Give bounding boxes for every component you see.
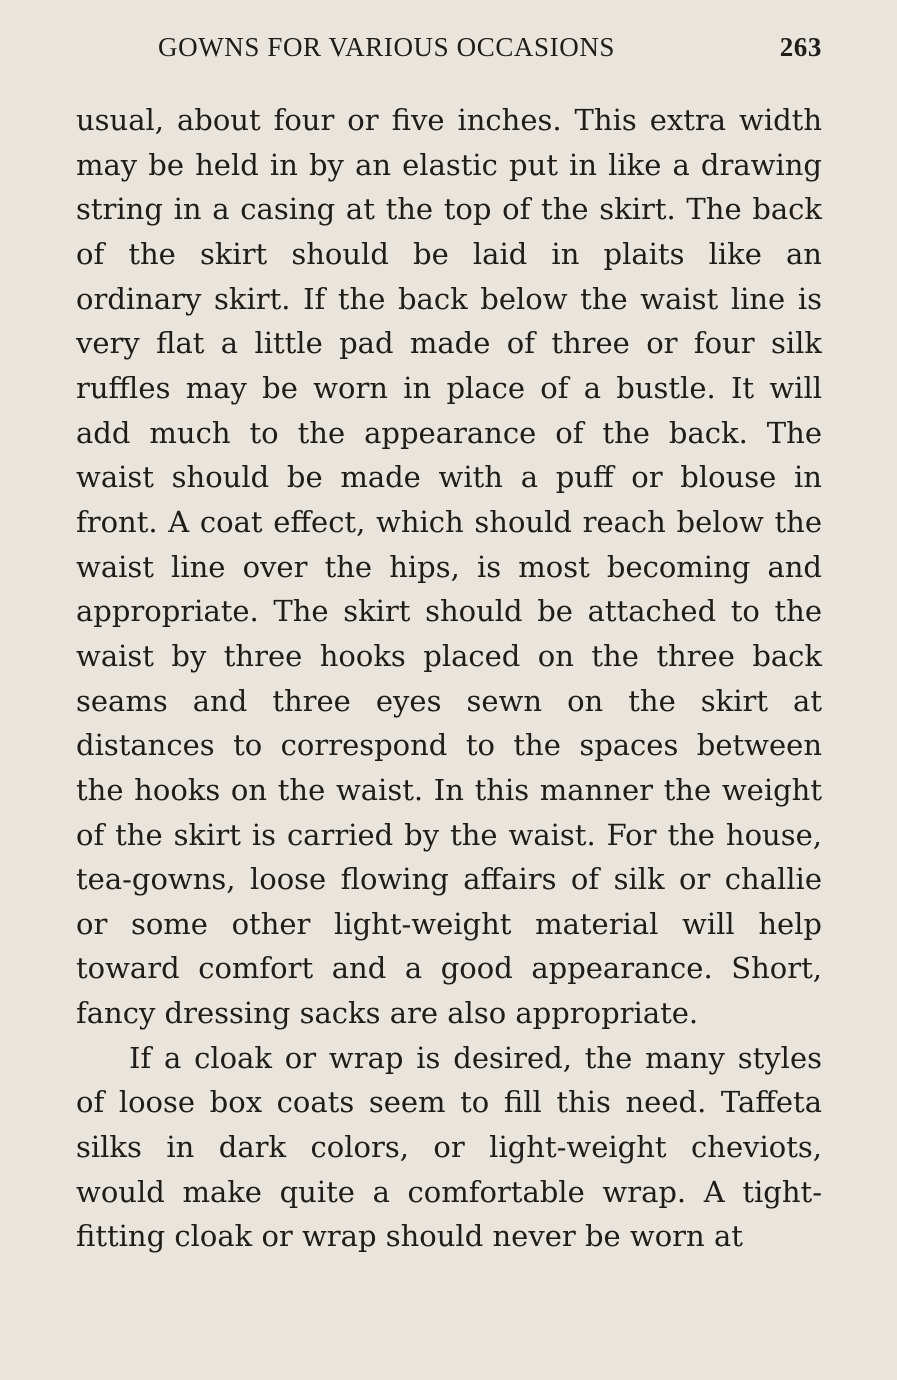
paragraph: usual, about four or five inches. This extra width may be held in by an elastic put in like a drawing string in a casing at the top of the skirt. The back of the skirt should be laid in plaits like an ordinary skirt. If the back below the waist line is very flat a little pad made of three or four silk ruffles may be worn in place of a bustle. It will add much to the appearance of the back. The waist should be made with a puff or blouse in front. A coat effect, which should reach below the waist line over the hips, is most becoming and appropriate. The skirt should be attached to the waist by three hooks placed on the three back seams and three eyes sewn on the skirt at distances to correspond to the spaces between the hooks on the waist. In this manner the weight of the skirt is carried by the waist. For the house, tea-gowns, loose flowing affairs of silk or challie or some other light-weight material will help toward comfort and a good appearance. Short, fancy dressing sacks are also appropriate. — [76, 103, 822, 1031]
running-head — [76, 32, 822, 70]
page-number: 263 — [779, 32, 822, 62]
running-title: GOWNS FOR VARIOUS OCCASIONS — [158, 32, 616, 62]
paragraph: If a cloak or wrap is desired, the many styles of loose box coats seem to fill this need. Taffeta silks in dark colors, or light-weight cheviots, would make quite a comfortable wrap. A tight-fitting cloak or wrap should never be worn at — [76, 1040, 822, 1254]
body-text — [76, 98, 822, 1259]
